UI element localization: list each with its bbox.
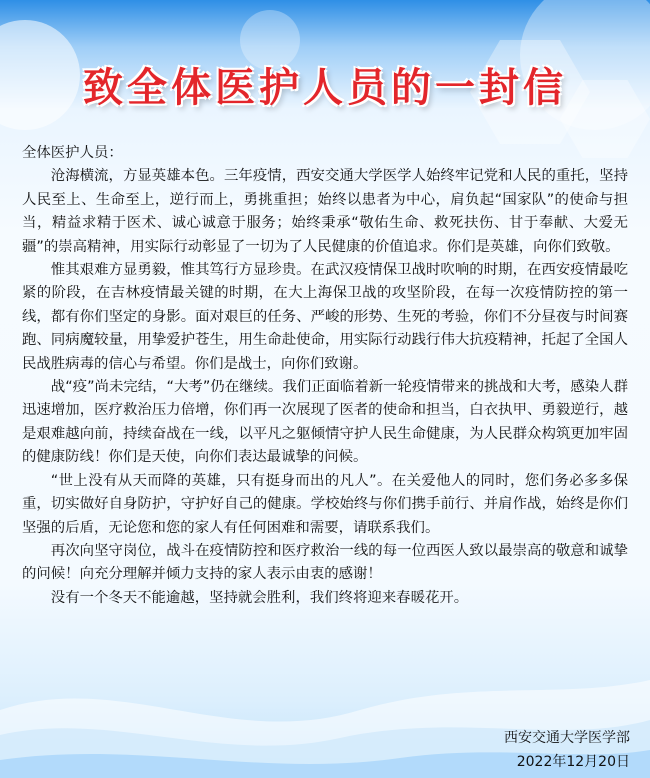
signature-block: [504, 726, 630, 774]
paragraph-5: 再次向坚守岗位，战斗在疫情防控和医疗救治一线的每一位西医人致以最崇高的敬意和诚挚的问候！向充分理解并倾力支持的家人表示由衷的感谢！: [22, 542, 628, 583]
paragraph-2: 惟其艰难方显勇毅，惟其笃行方显珍贵。在武汉疫情保卫战时吹响的时期，在西安疫情最吃紧的阶段，在吉林疫情最关键的时期，在大上海保卫战的攻坚阶段，在每一次疫情防控的第一线，都有你们坚定的身影。面对艰巨的任务、严峻的形势、生死的考验，你们不分昼夜与时间赛跑、同病魔较量，用挚爱护苍生，用生命赴使命，用实际行动践行伟大抗疫精神，托起了全国人民战胜病毒的信心与希望。你们是战士，向你们致谢。: [22, 262, 628, 372]
signature-date: 2022年12月20日: [516, 754, 630, 770]
salutation: 全体医护人员：: [22, 145, 123, 161]
paragraph-6: 没有一个冬天不能逾越，坚持就会胜利，我们终将迎来春暖花开。: [50, 589, 469, 606]
paragraph-4: “世上没有从天而降的英雄，只有挺身而出的凡人”。在关爱他人的同时，您们务必多多保重，切实做好自身防护，守护好自己的健康。学校始终与你们携手前行、并肩作战，始终是你们坚强的后盾，无论您和您的家人有任何困难和需要，请联系我们。: [22, 472, 628, 536]
letter-title: 致全体医护人员的一封信: [83, 64, 567, 111]
paragraph-1: 沧海横流，方显英雄本色。三年疫情，西安交通大学医学人始终牢记党和人民的重托，坚持人民至上、生命至上，逆行而上，勇挑重担；始终以患者为中心，肩负起“国家队”的使命与担当，精益求精于医术、诚心诚意于服务；始终秉承“敬佑生命、救死扶伤、甘于奉献、大爱无疆”的崇高精神，用实际行动彰显了一切为了人民健康的价值追求。你们是英雄，向你们致敬。: [22, 168, 628, 255]
signature-organization: 西安交通大学医学部: [504, 730, 630, 746]
letter-body: [22, 142, 628, 610]
paragraph-3: 战“疫”尚未完结，“大考”仍在继续。我们正面临着新一轮疫情带来的挑战和大考，感染人群迅速增加，医疗救治压力倍增，你们再一次展现了医者的使命和担当，白衣执甲、勇毅逆行，越是艰难越向前，持续奋战在一线，以平凡之躯倾情守护人民生命健康，为人民群众构筑更加牢固的健康防线！你们是天使，向你们表达最诚挚的问候。: [22, 379, 628, 466]
